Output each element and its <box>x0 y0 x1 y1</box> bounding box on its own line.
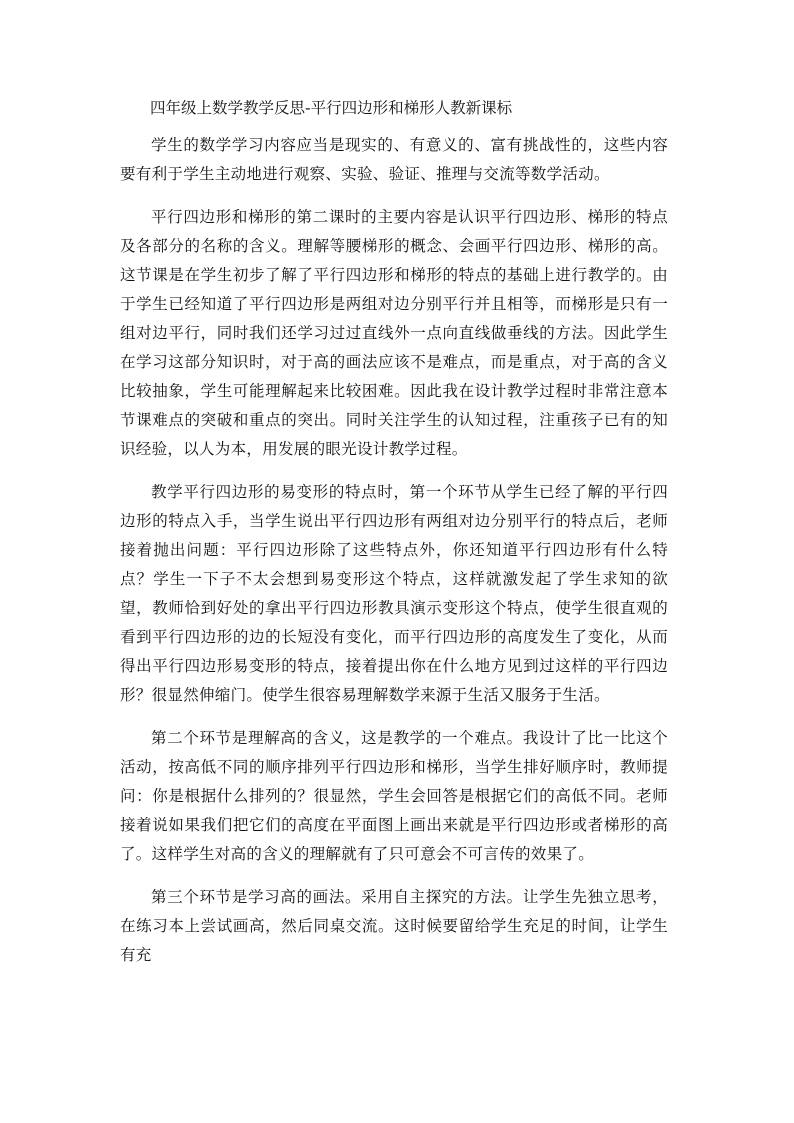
paragraph-height-meaning: 第二个环节是理解高的含义，这是教学的一个难点。我设计了比一比这个活动，按高低不同的顺序排列平行四边形和梯形，当学生排好顺序时，教师提问：你是根据什么排列的？很显然，学生会回答是根据它们的高低不同。老师接着说如果我们把它们的高度在平面图上画出来就是平行四边形或者梯形的高了。这样学生对高的含义的理解就有了只可意会不可言传的效果了。 <box>120 729 668 863</box>
document-title: 四年级上数学教学反思-平行四边形和梯形人教新课标 <box>150 99 513 117</box>
paragraph-deformation: 教学平行四边形的易变形的特点时，第一个环节从学生已经了解的平行四边形的特点入手，当学生说出平行四边形有两组对边分别平行的特点后，老师接着抛出问题：平行四边形除了这些特点外，你还知道平行四边形有什么特点？学生一下子不太会想到易变形这个特点，这样就激发起了学生求知的欲望，教师恰到好处的拿出平行四边形教具演示变形这个特点，使学生很直观的看到平行四边形的边的长短没有变化，而平行四边形的高度发生了变化，从而得出平行四边形易变形的特点，接着提出你在什么地方见到过这样的平行四边形？很显然伸缩门。使学生很容易理解数学来源于生活又服务于生活。 <box>120 483 668 704</box>
paragraph-intro: 学生的数学学习内容应当是现实的、有意义的、富有挑战性的，这些内容要有利于学生主动地进行观察、实验、验证、推理与交流等数学活动。 <box>120 136 668 183</box>
paragraph-lesson-overview: 平行四边形和梯形的第二课时的主要内容是认识平行四边形、梯形的特点及各部分的名称的含义。理解等腰梯形的概念、会画平行四边形、梯形的高。这节课是在学生初步了解了平行四边形和梯形的特点的基础上进行教学的。由于学生已经知道了平行四边形是两组对边分别平行并且相等，而梯形是只有一组对边平行，同时我们还学习过过直线外一点向直线做垂线的方法。因此学生在学习这部分知识时，对于高的画法应该不是难点，而是重点，对于高的含义比较抽象，学生可能理解起来比较困难。因此我在设计教学过程时非常注意本节课难点的突破和重点的突出。同时关注学生的认知过程，注重孩子已有的知识经验，以人为本，用发展的眼光设计教学过程。 <box>120 208 668 458</box>
paragraph-height-drawing: 第三个环节是学习高的画法。采用自主探究的方法。让学生先独立思考，在练习本上尝试画高，然后同桌交流。这时候要留给学生充足的时间，让学生有充 <box>120 888 668 964</box>
